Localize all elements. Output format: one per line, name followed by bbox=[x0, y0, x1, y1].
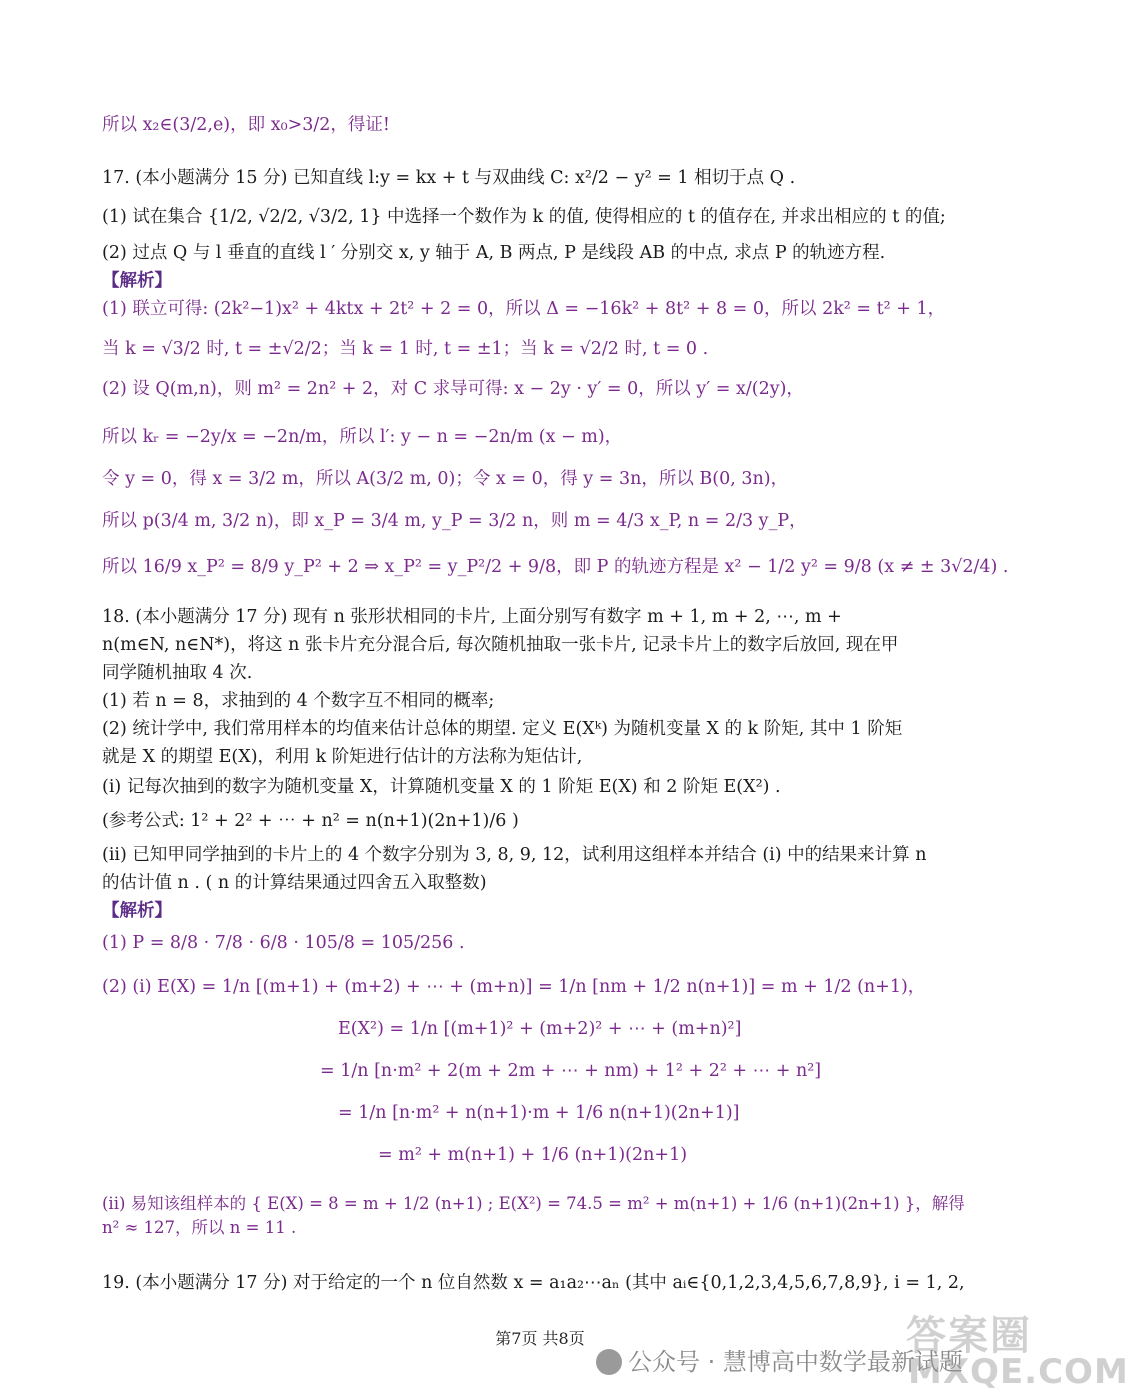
solution-line: (2) (i) E(X) = 1/n [(m+1) + (m+2) + ⋯ + (m+n)] = 1/n [nm + 1/2 n(n+1)] = m + 1/2 (n+1)， bbox=[102, 977, 926, 997]
solution-line: 当 k = √3/2 时, t = ±√2/2；当 k = 1 时, t = ±1；当 k = √2/2 时, t = 0 . bbox=[102, 339, 709, 359]
watermark-text: 公众号 · 慧博高中数学最新试题 bbox=[628, 1348, 963, 1376]
question-18-part-2: (2) 统计学中, 我们常用样本的均值来估计总体的期望. 定义 E(Xᵏ) 为随机变量 X 的 k 阶矩, 其中 1 阶矩 bbox=[102, 719, 903, 739]
solution-line: (2) 设 Q(m,n)，则 m² = 2n² + 2，对 C 求导可得: x − 2y · y′ = 0，所以 y′ = x/(2y)， bbox=[102, 379, 804, 399]
question-18-sub-i: (i) 记每次抽到的数字为随机变量 X，计算随机变量 X 的 1 阶矩 E(X) 和 2 阶矩 E(X²) . bbox=[102, 777, 781, 797]
stamp-line-2: MXQE.COM bbox=[908, 1352, 1129, 1392]
solution-heading: 【解析】 bbox=[102, 271, 172, 291]
solution-line: 所以 p(3/4 m, 3/2 n)，即 x_P = 3/4 m, y_P = 3/2 n，则 m = 4/3 x_P, n = 2/3 y_P， bbox=[102, 511, 807, 531]
reference-formula: (参考公式: 1² + 2² + ⋯ + n² = n(n+1)(2n+1)/6 ) bbox=[102, 811, 519, 831]
question-17-part-2: (2) 过点 Q 与 l 垂直的直线 l ′ 分别交 x, y 轴于 A, B 两点, P 是线段 AB 的中点, 求点 P 的轨迹方程. bbox=[102, 243, 886, 263]
question-18-sub-ii: (ii) 已知甲同学抽到的卡片上的 4 个数字分别为 3, 8, 9, 12，试利用这组样本并结合 (i) 中的结果来计算 n bbox=[102, 845, 927, 865]
solution-line: 令 y = 0，得 x = 3/2 m，所以 A(3/2 m, 0)；令 x = 0，得 y = 3n，所以 B(0, 3n)， bbox=[102, 469, 789, 489]
text-line: 所以 x₂∈(3/2,e)，即 x₀>3/2，得证! bbox=[102, 115, 390, 135]
question-18-stem: 同学随机抽取 4 次. bbox=[102, 663, 253, 683]
question-18-part-1: (1) 若 n = 8，求抽到的 4 个数字互不相同的概率; bbox=[102, 691, 495, 711]
question-18-sub-ii: 的估计值 n . ( n 的计算结果通过四舍五入取整数) bbox=[102, 873, 487, 893]
solution-line: E(X²) = 1/n [(m+1)² + (m+2)² + ⋯ + (m+n)²] bbox=[338, 1019, 742, 1039]
question-18-stem: n(m∈N, n∈N*)，将这 n 张卡片充分混合后, 每次随机抽取一张卡片, 记录卡片上的数字后放回, 现在甲 bbox=[102, 635, 899, 655]
question-18-part-2: 就是 X 的期望 E(X)，利用 k 阶矩进行估计的方法称为矩估计, bbox=[102, 747, 583, 767]
solution-line: (ii) 易知该组样本的 { E(X) = 8 = m + 1/2 (n+1) ; E(X²) = 74.5 = m² + m(n+1) + 1/6 (n+1)(2n+1) }，解得 n² ≈ 127，所以 n = 11 . bbox=[102, 1194, 965, 1237]
solution-heading: 【解析】 bbox=[102, 901, 172, 921]
solution-line: 所以 16/9 x_P² = 8/9 y_P² + 2 ⇒ x_P² = y_P²/2 + 9/8，即 P 的轨迹方程是 x² − 1/2 y² = 9/8 (x ≠ ± 3√2/4) . bbox=[102, 557, 1009, 577]
wechat-icon bbox=[596, 1349, 622, 1375]
solution-line: 所以 kᵣ = −2y/x = −2n/m，所以 l′: y − n = −2n/m (x − m)， bbox=[102, 427, 623, 447]
page-number: 第7页 共8页 bbox=[495, 1329, 585, 1348]
stamp-line-1: 答案圈 bbox=[906, 1313, 1032, 1359]
question-17-part-1: (1) 试在集合 {1/2, √2/2, √3/2, 1} 中选择一个数作为 k 的值, 使得相应的 t 的值存在, 并求出相应的 t 的值; bbox=[102, 207, 946, 227]
solution-line: = 1/n [n·m² + n(n+1)·m + 1/6 n(n+1)(2n+1)] bbox=[338, 1103, 740, 1123]
question-19-stem: 19. (本小题满分 17 分) 对于给定的一个 n 位自然数 x = a₁a₂⋯aₙ (其中 aᵢ∈{0,1,2,3,4,5,6,7,8,9}, i = 1, 2, bbox=[102, 1273, 965, 1293]
watermark-stamp-logo bbox=[900, 1300, 1129, 1392]
solution-line: (1) 联立可得: (2k²−1)x² + 4ktx + 2t² + 2 = 0，所以 Δ = −16k² + 8t² + 8 = 0，所以 2k² = t² + 1， bbox=[102, 299, 946, 319]
question-18-stem: 18. (本小题满分 17 分) 现有 n 张形状相同的卡片, 上面分别写有数字 m + 1, m + 2, ⋯, m + bbox=[102, 607, 842, 627]
question-17-stem: 17. (本小题满分 15 分) 已知直线 l:y = kx + t 与双曲线 C: x²/2 − y² = 1 相切于点 Q . bbox=[102, 168, 796, 188]
solution-line: = m² + m(n+1) + 1/6 (n+1)(2n+1) bbox=[378, 1145, 688, 1165]
solution-line: = 1/n [n·m² + 2(m + 2m + ⋯ + nm) + 1² + 2² + ⋯ + n²] bbox=[320, 1061, 822, 1081]
solution-line: (1) P = 8/8 · 7/8 · 6/8 · 105/8 = 105/256 . bbox=[102, 933, 465, 953]
